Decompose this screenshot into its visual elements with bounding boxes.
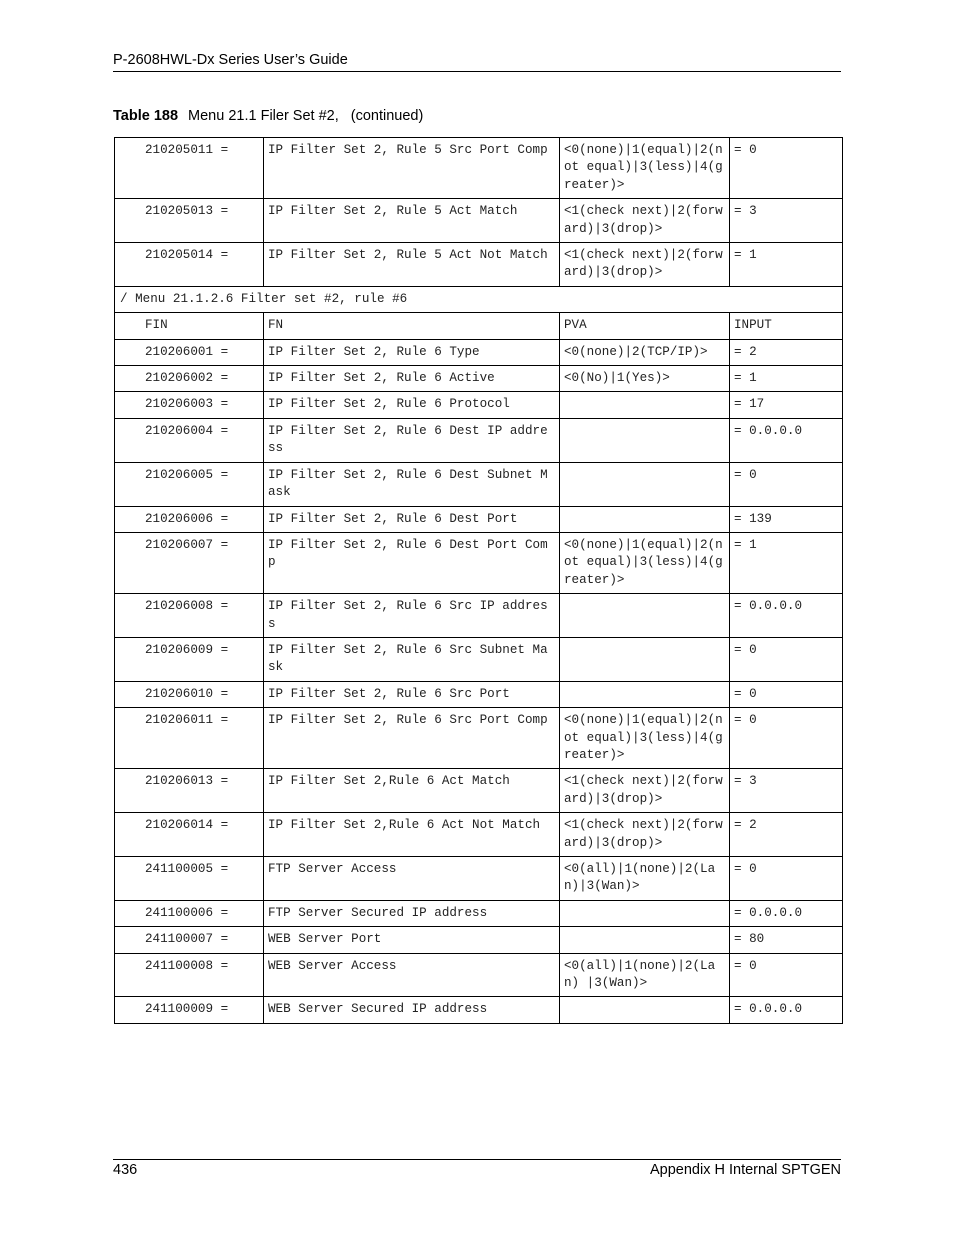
- table-row: [115, 532, 843, 593]
- table-row: [115, 813, 843, 857]
- input-cell: = 0: [730, 138, 843, 199]
- fn-cell: IP Filter Set 2, Rule 6 Src IP address: [264, 594, 560, 638]
- pva-cell: [560, 506, 730, 532]
- table-row: [115, 462, 843, 506]
- table-header-row: [115, 313, 843, 339]
- table-row: [115, 339, 843, 365]
- pva-cell: <0(No)|1(Yes)>: [560, 366, 730, 392]
- pva-cell: <0(none)|2(TCP/IP)>: [560, 339, 730, 365]
- fin-cell: 241100008 =: [115, 953, 264, 997]
- header-divider: [113, 71, 841, 72]
- fn-cell: WEB Server Access: [264, 953, 560, 997]
- table-row: [115, 857, 843, 901]
- fn-cell: IP Filter Set 2, Rule 6 Active: [264, 366, 560, 392]
- pva-cell: <1(check next)|2(forward)|3(drop)>: [560, 199, 730, 243]
- input-cell: = 0: [730, 681, 843, 707]
- sptgen-table: [114, 137, 843, 1024]
- table-row: [115, 506, 843, 532]
- fin-cell: 210205013 =: [115, 199, 264, 243]
- fin-cell: 210206006 =: [115, 506, 264, 532]
- input-cell: = 3: [730, 769, 843, 813]
- footer-section-title: Appendix H Internal SPTGEN: [649, 1162, 841, 1178]
- pva-cell: [560, 997, 730, 1023]
- fin-cell: 210206011 =: [115, 708, 264, 769]
- fin-cell: 210206001 =: [115, 339, 264, 365]
- input-cell: = 2: [730, 813, 843, 857]
- input-cell: = 0.0.0.0: [730, 594, 843, 638]
- pva-cell: <1(check next)|2(forward)|3(drop)>: [560, 813, 730, 857]
- input-cell: = 0.0.0.0: [730, 900, 843, 926]
- table-row: [115, 927, 843, 953]
- input-cell: = 2: [730, 339, 843, 365]
- pva-cell: [560, 900, 730, 926]
- fin-cell: 241100005 =: [115, 857, 264, 901]
- table-row: [115, 637, 843, 681]
- pva-cell: [560, 392, 730, 418]
- fn-cell: IP Filter Set 2,Rule 6 Act Match: [264, 769, 560, 813]
- pva-cell: [560, 637, 730, 681]
- table-row: [115, 594, 843, 638]
- input-cell: INPUT: [730, 313, 843, 339]
- table-caption-continued: (continued): [350, 108, 424, 124]
- fn-cell: IP Filter Set 2, Rule 6 Dest Port Comp: [264, 532, 560, 593]
- fin-cell: 210206013 =: [115, 769, 264, 813]
- fn-cell: IP Filter Set 2, Rule 6 Dest Subnet Mask: [264, 462, 560, 506]
- sptgen-table-body: [115, 138, 843, 1024]
- table-row: [115, 366, 843, 392]
- fin-cell: 210206004 =: [115, 418, 264, 462]
- fin-cell: 210206007 =: [115, 532, 264, 593]
- fin-cell: FIN: [115, 313, 264, 339]
- input-cell: = 139: [730, 506, 843, 532]
- input-cell: = 17: [730, 392, 843, 418]
- table-row: [115, 953, 843, 997]
- table-row: [115, 199, 843, 243]
- input-cell: = 80: [730, 927, 843, 953]
- pva-cell: [560, 418, 730, 462]
- pva-cell: <0(all)|1(none)|2(Lan)|3(Wan)>: [560, 857, 730, 901]
- table-caption: [113, 108, 423, 124]
- fn-cell: IP Filter Set 2, Rule 6 Protocol: [264, 392, 560, 418]
- pva-cell: [560, 927, 730, 953]
- input-cell: = 0: [730, 708, 843, 769]
- input-cell: = 1: [730, 243, 843, 287]
- fn-cell: IP Filter Set 2, Rule 6 Src Subnet Mask: [264, 637, 560, 681]
- fn-cell: IP Filter Set 2,Rule 6 Act Not Match: [264, 813, 560, 857]
- pva-cell: [560, 681, 730, 707]
- pva-cell: PVA: [560, 313, 730, 339]
- fn-cell: IP Filter Set 2, Rule 5 Act Match: [264, 199, 560, 243]
- fin-cell: 210206005 =: [115, 462, 264, 506]
- input-cell: = 0: [730, 857, 843, 901]
- input-cell: = 0: [730, 637, 843, 681]
- page-header-title: P-2608HWL-Dx Series User’s Guide: [113, 52, 348, 68]
- table-row: [115, 243, 843, 287]
- input-cell: = 0.0.0.0: [730, 418, 843, 462]
- table-row: [115, 392, 843, 418]
- fin-cell: 241100007 =: [115, 927, 264, 953]
- fn-cell: IP Filter Set 2, Rule 5 Src Port Comp: [264, 138, 560, 199]
- input-cell: = 0: [730, 462, 843, 506]
- pva-cell: [560, 462, 730, 506]
- table-row: [115, 769, 843, 813]
- pva-cell: <0(none)|1(equal)|2(not equal)|3(less)|4(greater)>: [560, 708, 730, 769]
- fn-cell: IP Filter Set 2, Rule 6 Dest Port: [264, 506, 560, 532]
- fn-cell: WEB Server Secured IP address: [264, 997, 560, 1023]
- input-cell: = 0.0.0.0: [730, 997, 843, 1023]
- input-cell: = 1: [730, 366, 843, 392]
- fn-cell: FTP Server Secured IP address: [264, 900, 560, 926]
- table-row: [115, 681, 843, 707]
- input-cell: = 1: [730, 532, 843, 593]
- table-section-row: [115, 286, 843, 312]
- table-row: [115, 418, 843, 462]
- table-row: [115, 900, 843, 926]
- fin-cell: 210206002 =: [115, 366, 264, 392]
- fn-cell: FN: [264, 313, 560, 339]
- input-cell: = 0: [730, 953, 843, 997]
- pva-cell: <0(none)|1(equal)|2(not equal)|3(less)|4(greater)>: [560, 138, 730, 199]
- section-heading: / Menu 21.1.2.6 Filter set #2, rule #6: [115, 286, 843, 312]
- fin-cell: 210205011 =: [115, 138, 264, 199]
- fn-cell: IP Filter Set 2, Rule 6 Dest IP address: [264, 418, 560, 462]
- fin-cell: 210206003 =: [115, 392, 264, 418]
- table-row: [115, 708, 843, 769]
- input-cell: = 3: [730, 199, 843, 243]
- fin-cell: 210206014 =: [115, 813, 264, 857]
- pva-cell: <0(none)|1(equal)|2(not equal)|3(less)|4(greater)>: [560, 532, 730, 593]
- fn-cell: IP Filter Set 2, Rule 6 Type: [264, 339, 560, 365]
- table-caption-title: Menu 21.1 Filer Set #2,: [188, 108, 339, 124]
- pva-cell: <0(all)|1(none)|2(Lan) |3(Wan)>: [560, 953, 730, 997]
- fn-cell: IP Filter Set 2, Rule 5 Act Not Match: [264, 243, 560, 287]
- pva-cell: <1(check next)|2(forward)|3(drop)>: [560, 769, 730, 813]
- footer-divider: [113, 1159, 841, 1160]
- page-number: 436: [113, 1162, 138, 1178]
- fn-cell: WEB Server Port: [264, 927, 560, 953]
- pva-cell: [560, 594, 730, 638]
- fin-cell: 210206009 =: [115, 637, 264, 681]
- fin-cell: 241100009 =: [115, 997, 264, 1023]
- fn-cell: IP Filter Set 2, Rule 6 Src Port: [264, 681, 560, 707]
- fin-cell: 210205014 =: [115, 243, 264, 287]
- fn-cell: FTP Server Access: [264, 857, 560, 901]
- fn-cell: IP Filter Set 2, Rule 6 Src Port Comp: [264, 708, 560, 769]
- fin-cell: 210206010 =: [115, 681, 264, 707]
- fin-cell: 241100006 =: [115, 900, 264, 926]
- fin-cell: 210206008 =: [115, 594, 264, 638]
- pva-cell: <1(check next)|2(forward)|3(drop)>: [560, 243, 730, 287]
- table-row: [115, 138, 843, 199]
- table-caption-label: Table 188: [113, 108, 179, 124]
- table-row: [115, 997, 843, 1023]
